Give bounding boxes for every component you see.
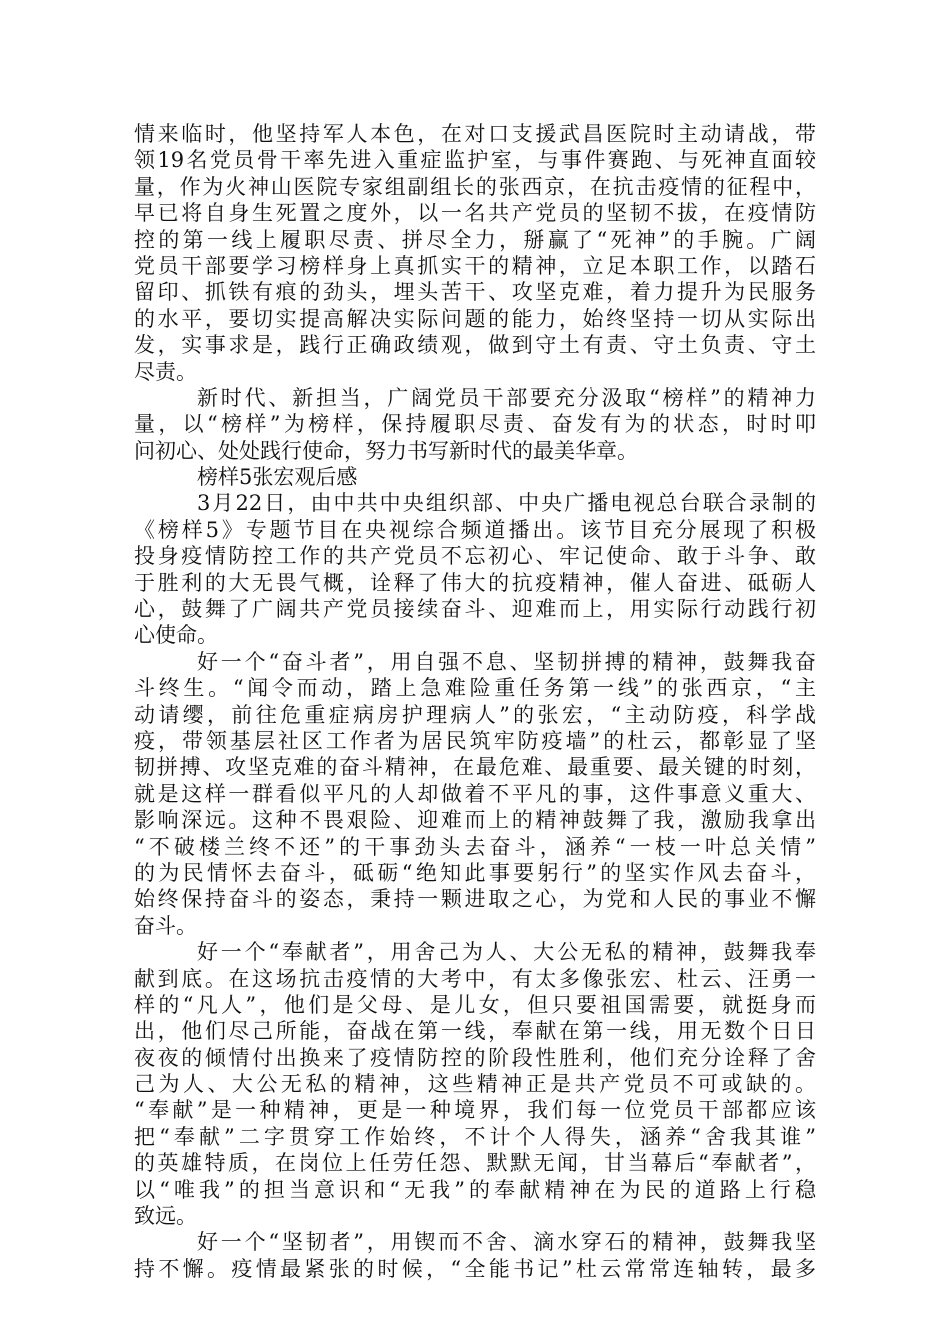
text-line: 问初心、处处践行使命，努力书写新时代的最美华章。 [134, 438, 638, 463]
text-line: 奋斗。 [134, 913, 197, 938]
text-line: 投身疫情防控工作的共产党员不忘初心、牢记使命、敢于斗争、敢 [134, 544, 816, 569]
text-line: 早已将自身生死置之度外，以一名共产党员的坚韧不拔，在疫情防 [134, 201, 816, 226]
text-line: 就是这样一群看似平凡的人却做着不平凡的事，这件事意义重大、 [134, 781, 816, 806]
text-line: 控的第一线上履职尽责、拼尽全力，掰赢了“死神”的手腕。广阔 [134, 227, 816, 252]
text-line: 动请缨，前往危重症病房护理病人”的张宏，“主动防疫，科学战 [134, 702, 816, 727]
text-line: 发，实事求是，践行正确政绩观，做到守土有责、守土负责、守土 [134, 333, 816, 358]
text-line: 《榜样5》专题节目在央视综合频道播出。该节目充分展现了积极 [134, 517, 816, 542]
text-line: 献到底。在这场抗击疫情的大考中，有太多像张宏、杜云、汪勇一 [134, 966, 816, 991]
text-line: “奉献”是一种精神，更是一种境界，我们每一位党员干部都应该 [134, 1098, 816, 1123]
text-line: 量，以“榜样”为榜样，保持履职尽责、奋发有为的状态，时时叩 [134, 412, 816, 437]
text-line: 疫，带领基层社区工作者为居民筑牢防疫墙”的杜云，都彰显了坚 [134, 728, 816, 753]
text-line: 量，作为火神山医院专家组副组长的张西京，在抗击疫情的征程中， [134, 174, 816, 199]
text-line: 韧拼搏、攻坚克难的奋斗精神，在最危难、最重要、最关键的时刻， [134, 755, 816, 780]
text-line: 领19名党员骨干率先进入重症监护室，与事件赛跑、与死神直面较 [134, 148, 816, 173]
text-line: 心，鼓舞了广阔共产党员接续奋斗、迎难而上，用实际行动践行初 [134, 597, 816, 622]
text-line: 留印、抓铁有痕的劲头，埋头苦干、攻坚克难，着力提升为民服务 [134, 280, 816, 305]
paragraph-first-line: 3月22日，由中共中央组织部、中央广播电视总台联合录制的 [197, 491, 816, 516]
text-line: 的水平，要切实提高解决实际问题的能力，始终坚持一切从实际出 [134, 306, 816, 331]
text-line: 夜夜的倾情付出换来了疫情防控的阶段性胜利，他们充分诠释了舍 [134, 1045, 816, 1070]
text-line: 始终保持奋斗的姿态，秉持一颗进取之心，为党和人民的事业不懈 [134, 887, 816, 912]
text-line: 出，他们尽己所能，奋战在第一线，奉献在第一线，用无数个日日 [134, 1019, 816, 1044]
text-line: 党员干部要学习榜样身上真抓实干的精神，立足本职工作，以踏石 [134, 253, 816, 278]
text-line: 于胜利的大无畏气概，诠释了伟大的抗疫精神，催人奋进、砥砺人 [134, 570, 816, 595]
text-line: 心使命。 [134, 623, 218, 648]
text-line: 以“唯我”的担当意识和“无我”的奉献精神在为民的道路上行稳 [134, 1177, 816, 1202]
text-line: 影响深远。这种不畏艰险、迎难而上的精神鼓舞了我，激励我拿出 [134, 808, 816, 833]
paragraph-first-line: 好一个“奋斗者”，用自强不息、坚韧拼搏的精神，鼓舞我奋 [197, 649, 816, 674]
text-line: 致远。 [134, 1204, 197, 1229]
paragraph-first-line: 新时代、新担当，广阔党员干部要充分汲取“榜样”的精神力 [197, 385, 816, 410]
text-line: 把“奉献”二字贯穿工作始终，不计个人得失，涵养“舍我其谁” [134, 1124, 816, 1149]
section-heading: 榜样5张宏观后感 [197, 465, 358, 490]
text-line: 的为民情怀去奋斗，砥砺“绝知此事要躬行”的坚实作风去奋斗， [134, 860, 816, 885]
text-line: 持不懈。疫情最紧张的时候，“全能书记”杜云常常连轴转，最多 [134, 1256, 816, 1281]
text-line: “不破楼兰终不还”的干事劲头去奋斗，涵养“一枝一叶总关情” [134, 834, 816, 859]
text-line: 样的“凡人”，他们是父母、是儿女，但只要祖国需要，就挺身而 [134, 992, 816, 1017]
document-body [134, 121, 816, 1282]
text-line: 斗终生。“闻令而动，踏上急难险重任务第一线”的张西京，“主 [134, 676, 816, 701]
text-line: 情来临时，他坚持军人本色，在对口支援武昌医院时主动请战，带 [134, 122, 816, 146]
paragraph-first-line: 好一个“坚韧者”，用锲而不舍、滴水穿石的精神，鼓舞我坚 [197, 1230, 816, 1255]
text-line: 己为人、大公无私的精神，这些精神正是共产党员不可或缺的。 [134, 1072, 816, 1097]
text-line: 的英雄特质，在岗位上任劳任怨、默默无闻，甘当幕后“奉献者”， [134, 1151, 816, 1176]
text-line: 尽责。 [134, 359, 197, 384]
paragraph-first-line: 好一个“奉献者”，用舍己为人、大公无私的精神，鼓舞我奉 [197, 940, 816, 965]
